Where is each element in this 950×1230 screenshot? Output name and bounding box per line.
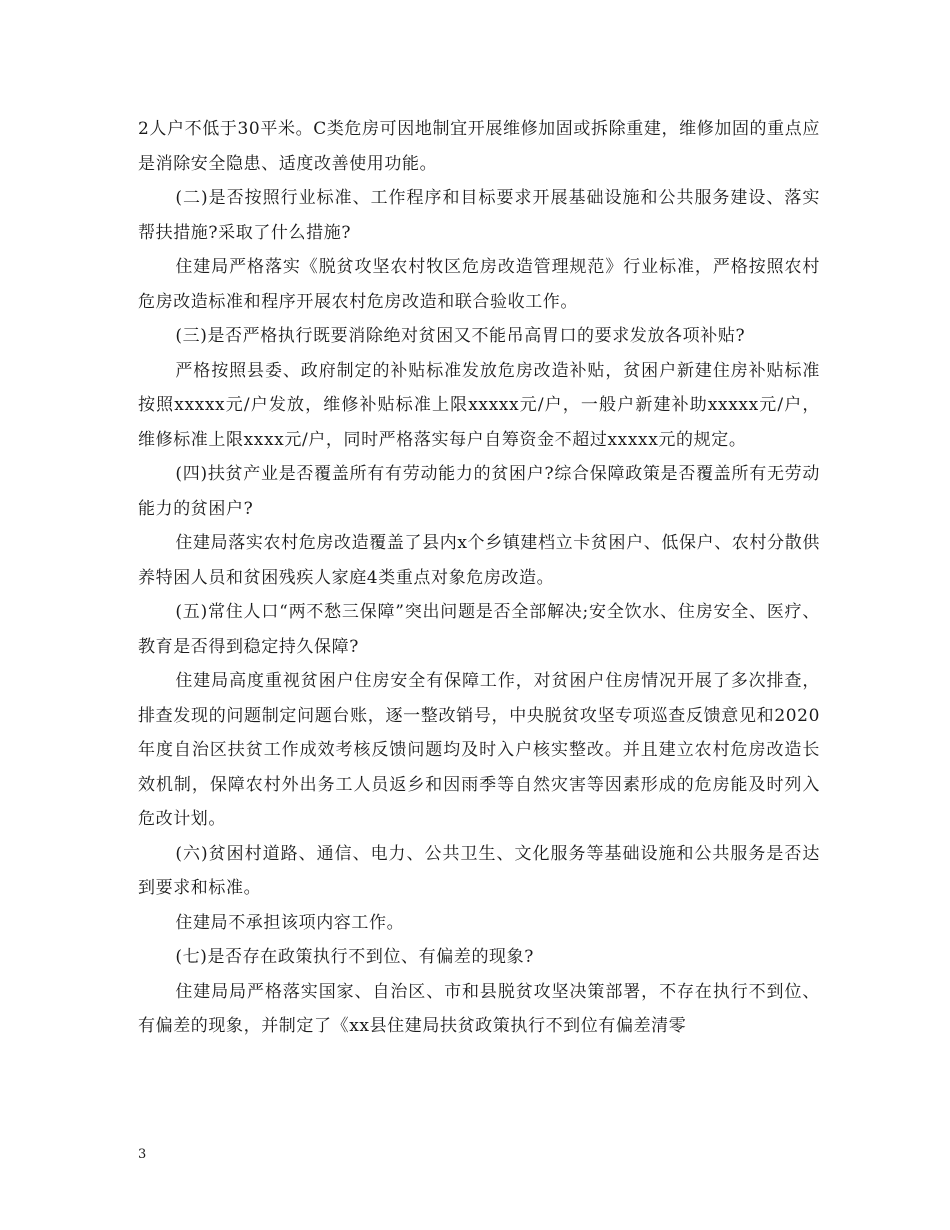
section-heading-4: (四)扶贫产业是否覆盖所有有劳动能力的贫困户?综合保障政策是否覆盖所有无劳动能力的贫困户? [138,464,820,519]
section-heading-2: (二)是否按照行业标准、工作程序和目标要求开展基础设施和公共服务建设、落实帮扶措施?采取了什么措施? [138,188,820,243]
paragraph-13: 住建局局严格落实国家、自治区、市和县脱贫攻坚决策部署，不存在执行不到位、有偏差的现象，并制定了《xx县住建局扶贫政策执行不到位有偏差清零 [138,981,820,1036]
paragraph-9: 住建局高度重视贫困户住房安全有保障工作，对贫困户住房情况开展了多次排查，排查发现的问题制定问题台账，逐一整改销号，中央脱贫攻坚专项巡查反馈意见和2020年度自治区扶贫工作成效考核反馈问题均及时入户核实整改。并且建立农村危房改造长效机制，保障农村外出务工人员返乡和因雨季等自然灾害等因素形成的危房能及时列入危改计划。 [138,671,820,829]
section-heading-7: (七)是否存在政策执行不到位、有偏差的现象? [175,947,534,967]
section-heading-5: (五)常住人口“两不愁三保障”突出问题是否全部解决;安全饮水、住房安全、医疗、教育是否得到稳定持久保障? [138,602,820,657]
paragraph-11: 住建局不承担该项内容工作。 [175,912,405,933]
section-heading-6: (六)贫困村道路、通信、电力、公共卫生、文化服务等基础设施和公共服务是否达到要求和标准。 [138,843,820,898]
paragraph-1: 2人户不低于30平米。C类危房可因地制宜开展维修加固或拆除重建，维修加固的重点应是消除安全隐患、适度改善使用功能。 [138,119,820,174]
paragraph-7: 住建局落实农村危房改造覆盖了县内x个乡镇建档立卡贫困户、低保户、农村分散供养特困人员和贫困残疾人家庭4类重点对象危房改造。 [138,533,820,588]
section-heading-3: (三)是否严格执行既要消除绝对贫困又不能吊高胃口的要求发放各项补贴? [175,326,746,346]
paragraph-5: 严格按照县委、政府制定的补贴标准发放危房改造补贴，贫困户新建住房补贴标准按照xxxxx元/户发放，维修补贴标准上限xxxxx元/户，一般户新建补助xxxxx元/户，维修标准上限xxxx元/户，同时严格落实每户自筹资金不超过xxxxx元的规定。 [138,360,820,450]
document-body [138,112,820,1044]
paragraph-3: 住建局严格落实《脱贫攻坚农村牧区危房改造管理规范》行业标准，严格按照农村危房改造标准和程序开展农村危房改造和联合验收工作。 [138,257,820,312]
page-number: 3 [138,1147,147,1162]
